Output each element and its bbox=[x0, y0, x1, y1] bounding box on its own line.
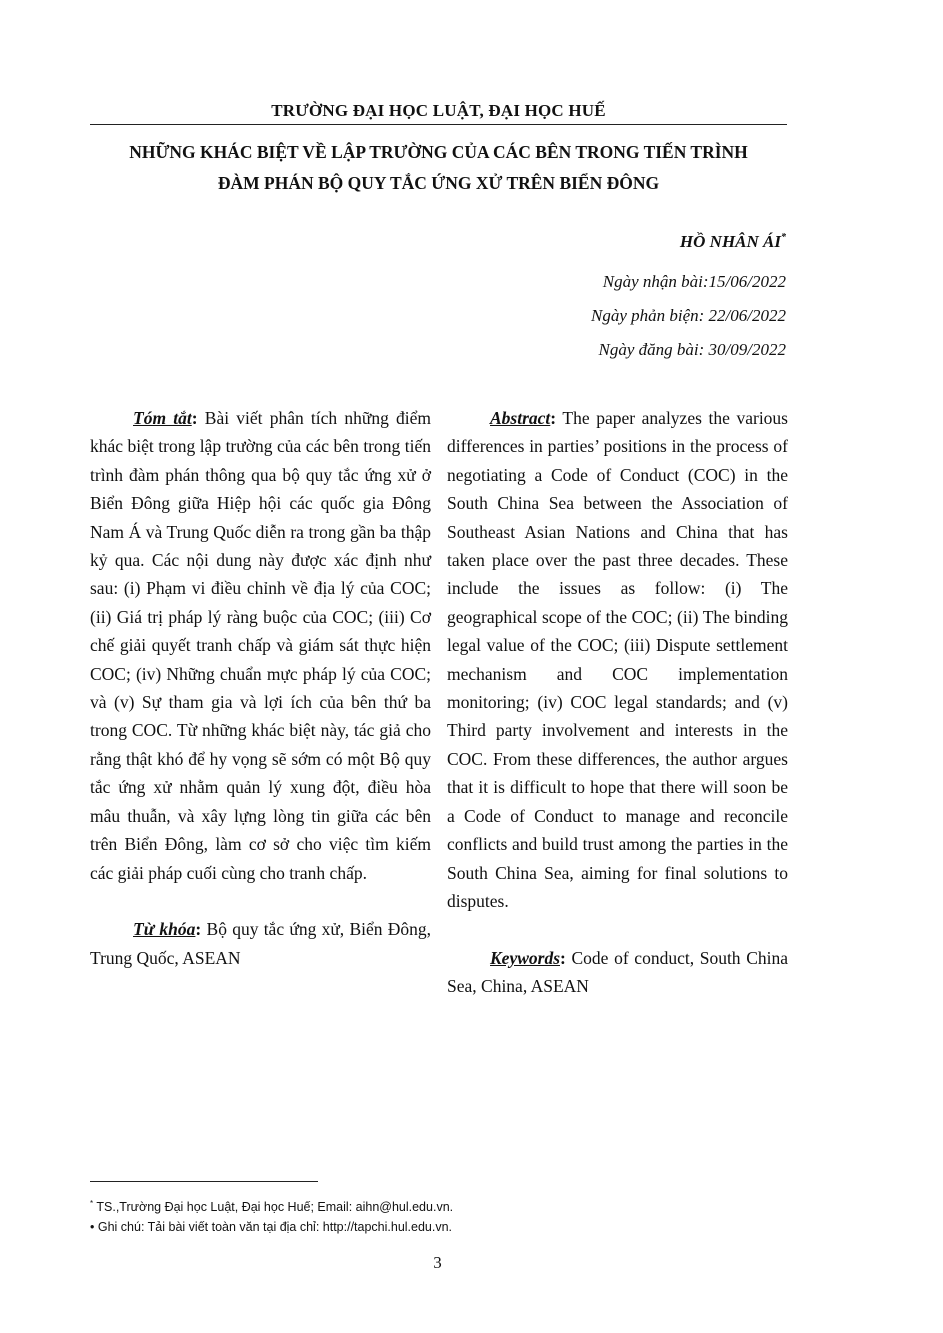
date-published: Ngày đăng bài: 30/09/2022 bbox=[598, 340, 786, 359]
en-keywords-text: Code of conduct, South China Sea, China, ASEAN bbox=[447, 947, 789, 997]
article-dates bbox=[591, 265, 786, 367]
vietnamese-column bbox=[90, 404, 431, 972]
author-footnote-marker[interactable]: * bbox=[781, 232, 786, 243]
vi-summary-text: Bài viết phân tích những điểm khác biệt trong lập trường của các bên trong tiến trình đàm phán thông qua bộ quy tắc ứng xử ở Biển Đông giữa Hiệp hội các quốc gia Đông Nam Á và Trung Quốc diễn ra trong gần ba thập kỷ qua. Các nội dung này được xác định như sau: (i) Phạm vi điều chỉnh về địa lý của COC; (ii) Giá trị pháp lý ràng buộc của COC; (iii) Cơ chế giải quyết tranh chấp và giám sát thực hiện COC; (iv) Những chuẩn mực pháp lý của COC; và (v) Sự tham gia và lợi ích của bên thứ ba trong COC. Từ những khác biệt này, tác giả cho rằng thật khó để hy vọng sẽ sớm có một Bộ quy tắc ứng xử nhằm quản lý xung đột, điều hòa mâu thuẫn, và xây lựng lòng tin giữa các bên trên Biển Đông, làm cơ sở cho việc tìm kiếm các giải pháp cuối cùng cho tranh chấp. bbox=[90, 408, 432, 883]
vi-keywords-colon: : bbox=[195, 919, 202, 940]
en-abstract-text: The paper analyzes the various differences in parties’ positions in the process of negotiating a Code of Conduct (COC) in the South China Sea between the Association of Southeast Asian Nations and China that has taken place over the past three decades. These include the issues as follow: (i) The geographical scope of the COC; (ii) The binding legal value of the COC; (iii) Dispute settlement mechanism and COC implementation monitoring; (iv) COC legal standards; and (v) Third party involvement and interests in the COC. From these differences, the author argues that it is difficult to hope that there will soon be a Code of Conduct to manage and reconcile conflicts and build trust among the parties in the South China Sea, aiming for final solutions to disputes. bbox=[447, 408, 788, 911]
vi-keywords-text: Bộ quy tắc ứng xử, Biển Đông, Trung Quốc, ASEAN bbox=[90, 919, 432, 968]
vi-keywords-label: Từ khóa bbox=[133, 919, 196, 940]
article-title bbox=[90, 137, 787, 199]
en-abstract-label: Abstract bbox=[490, 408, 551, 428]
author-name-text: HỒ NHÂN ÁI bbox=[679, 232, 781, 251]
vi-summary-label: Tóm tắt bbox=[133, 408, 192, 428]
footnote-note bbox=[90, 1217, 787, 1237]
en-abstract-colon: : bbox=[550, 408, 557, 428]
vi-summary bbox=[90, 404, 431, 887]
en-abstract bbox=[447, 404, 788, 915]
footnote-author bbox=[90, 1194, 787, 1217]
bullet-icon: • bbox=[90, 1220, 95, 1234]
title-line-1: NHỮNG KHÁC BIỆT VỀ LẬP TRƯỜNG CỦA CÁC BÊN TRONG TIẾN TRÌNH bbox=[129, 142, 748, 162]
footnote-author-text: TS.,Trường Đại học Luật, Đại học Huế; Email: aihn@hul.edu.vn. bbox=[96, 1200, 454, 1214]
journal-header: TRƯỜNG ĐẠI HỌC LUẬT, ĐẠI HỌC HUẾ bbox=[271, 101, 606, 120]
english-column bbox=[447, 404, 788, 1001]
vi-keywords bbox=[90, 915, 431, 972]
page-number: 3 bbox=[433, 1253, 442, 1272]
en-keywords-label: Keywords bbox=[490, 947, 560, 968]
author-name bbox=[680, 232, 786, 252]
footnotes bbox=[90, 1194, 787, 1237]
header-rule bbox=[90, 124, 787, 125]
date-received: Ngày nhận bài:15/06/2022 bbox=[602, 272, 786, 291]
vi-summary-colon: : bbox=[191, 408, 198, 428]
title-line-2: ĐÀM PHÁN BỘ QUY TẮC ỨNG XỬ TRÊN BIỂN ĐÔNG bbox=[217, 173, 660, 193]
footnote-author-marker: * bbox=[90, 1199, 94, 1208]
footnote-note-text: Ghi chú: Tải bài viết toàn văn tại địa chỉ: http://tapchi.hul.edu.vn. bbox=[97, 1220, 453, 1234]
date-reviewed: Ngày phản biện: 22/06/2022 bbox=[590, 306, 786, 325]
en-keywords bbox=[447, 944, 788, 1001]
en-keywords-colon: : bbox=[560, 947, 566, 968]
footnote-rule bbox=[90, 1181, 318, 1182]
